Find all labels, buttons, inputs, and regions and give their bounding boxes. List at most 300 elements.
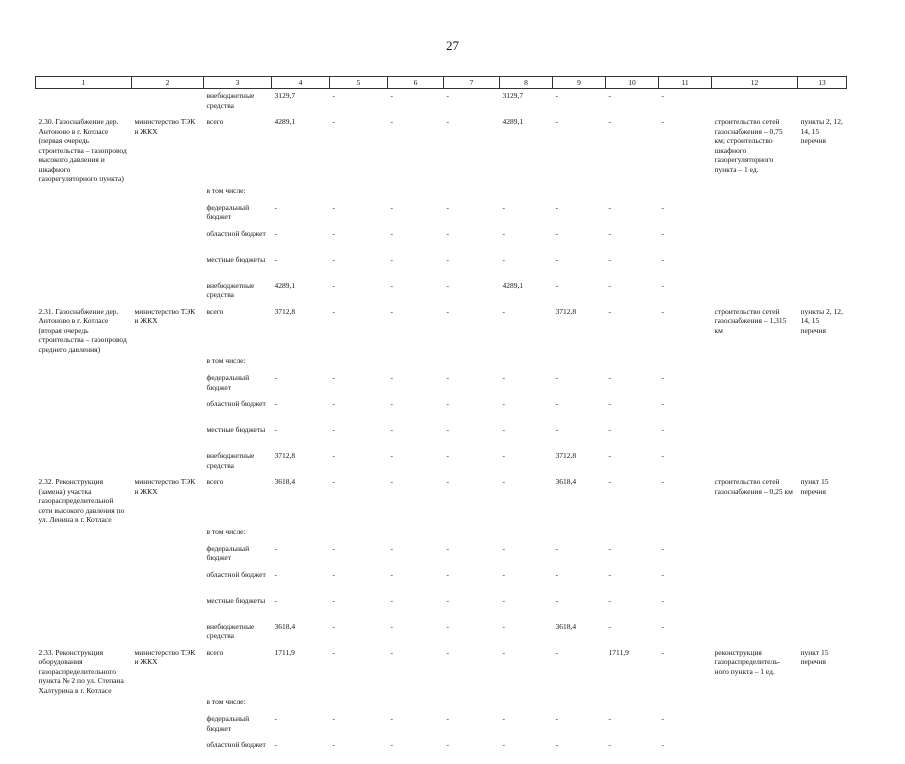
table-cell: - <box>608 425 611 434</box>
table-cell: - <box>390 740 393 749</box>
table-cell: - <box>390 306 393 316</box>
table-cell <box>36 695 132 712</box>
table-cell: областной бюджет <box>206 569 266 579</box>
table-cell: - <box>502 399 505 408</box>
table-cell: 3618,4 <box>274 621 296 631</box>
table-cell: - <box>608 228 611 238</box>
table-cell: - <box>661 91 664 100</box>
table-cell: - <box>502 595 505 605</box>
table-cell: - <box>274 543 277 553</box>
table-cell: - <box>608 543 611 553</box>
table-cell: 1711,9 <box>274 647 295 657</box>
table-cell: - <box>661 621 664 631</box>
table-cell <box>712 542 798 568</box>
table-cell <box>712 279 798 305</box>
table-cell: 1711,9 <box>608 647 629 657</box>
table-cell <box>712 449 798 475</box>
table-cell <box>798 423 847 449</box>
table-cell: - <box>608 477 611 486</box>
table-cell: федеральный бюджет <box>206 543 250 562</box>
table-cell: - <box>446 647 449 657</box>
table-cell <box>712 594 798 620</box>
table-cell <box>553 695 606 712</box>
table-cell <box>132 568 204 594</box>
table-cell <box>500 525 553 542</box>
table-cell: - <box>274 569 277 579</box>
table-cell: - <box>555 543 558 553</box>
table-cell <box>36 449 132 475</box>
table-cell: - <box>661 280 664 290</box>
table-cell: - <box>332 91 335 100</box>
table-cell: 3618,4 <box>555 621 577 631</box>
table-cell: - <box>502 202 505 212</box>
table-cell <box>132 253 204 279</box>
table-cell: строительство сетей газоснабжения – 0,75 км; строительство шкафного газорегуляторного пункта – 1 ед. <box>714 117 783 174</box>
table-cell: - <box>502 647 505 657</box>
column-header: 13 <box>798 77 847 89</box>
table-row <box>36 371 847 397</box>
table-cell: - <box>661 202 664 212</box>
table-cell: - <box>390 621 393 631</box>
table-cell: - <box>608 117 611 126</box>
table-cell <box>712 620 798 646</box>
table-cell: всего <box>206 647 224 657</box>
table-cell: - <box>274 373 277 382</box>
table-cell: 3712,8 <box>555 451 577 460</box>
table-cell: - <box>390 373 393 382</box>
column-header: 10 <box>606 77 659 89</box>
table-cell: - <box>446 569 449 579</box>
table-cell <box>500 695 553 712</box>
table-cell <box>798 184 847 201</box>
table-cell <box>36 738 132 764</box>
table-cell: - <box>332 595 335 605</box>
table-row <box>36 695 847 712</box>
table-cell: - <box>390 91 393 100</box>
table-cell: - <box>274 595 277 605</box>
table-cell: - <box>502 569 505 579</box>
table-cell: строительство сетей газоснабжения – 1,315 км <box>714 306 787 335</box>
table-cell <box>36 620 132 646</box>
table-cell: - <box>661 595 664 605</box>
table-cell: - <box>332 477 335 486</box>
table-cell: - <box>390 477 393 486</box>
table-cell: 4289,1 <box>274 280 296 290</box>
table-cell <box>388 695 444 712</box>
table-row <box>36 354 847 371</box>
table-cell <box>132 542 204 568</box>
table-cell: пункт 15 перечня <box>800 647 829 666</box>
table-cell: в том числе: <box>206 526 246 536</box>
table-cell <box>798 594 847 620</box>
table-cell <box>606 525 659 542</box>
table-cell: - <box>555 91 558 100</box>
table-cell: - <box>502 477 505 486</box>
table-cell <box>132 279 204 305</box>
table-cell <box>798 397 847 423</box>
table-cell: - <box>390 202 393 212</box>
table-row <box>36 620 847 646</box>
table-cell: - <box>332 425 335 434</box>
table-cell <box>36 542 132 568</box>
table-cell <box>132 184 204 201</box>
column-header: 12 <box>712 77 798 89</box>
funding-table <box>35 76 847 764</box>
table-cell: - <box>446 202 449 212</box>
table-cell <box>36 371 132 397</box>
table-cell: - <box>661 425 664 434</box>
table-cell: - <box>608 451 611 460</box>
column-header: 5 <box>330 77 388 89</box>
table-row <box>36 568 847 594</box>
table-cell <box>132 712 204 738</box>
table-cell <box>36 184 132 201</box>
table-cell <box>798 227 847 253</box>
table-cell: - <box>502 373 505 382</box>
table-cell: - <box>608 373 611 382</box>
table-cell: - <box>661 254 664 264</box>
table-cell: - <box>555 740 558 749</box>
table-cell: федеральный бюджет <box>206 373 250 392</box>
table-cell: - <box>446 306 449 316</box>
table-cell <box>444 695 500 712</box>
table-cell: - <box>661 451 664 460</box>
table-cell: министерство ТЭК и ЖКХ <box>134 306 196 325</box>
table-cell: - <box>446 254 449 264</box>
table-cell <box>36 712 132 738</box>
table-cell <box>798 89 847 116</box>
table-cell <box>388 184 444 201</box>
table-cell: 2.33. Реконструкция оборудования газораспределительного пункта № 2 по ул. Степана Халтурина в г. Котласе <box>38 647 124 695</box>
table-cell <box>36 253 132 279</box>
table-cell: всего <box>206 477 224 486</box>
table-cell: - <box>274 740 277 749</box>
table-cell <box>798 253 847 279</box>
table-cell: - <box>608 91 611 100</box>
table-cell: - <box>332 621 335 631</box>
table-cell: 3712,8 <box>274 306 296 316</box>
table-row <box>36 253 847 279</box>
table-cell: - <box>555 647 558 657</box>
table-cell: внебюджетные средства <box>206 621 255 640</box>
table-cell: - <box>390 451 393 460</box>
table-cell: - <box>661 306 664 316</box>
table-cell <box>659 354 712 371</box>
table-cell <box>712 525 798 542</box>
table-cell <box>272 525 330 542</box>
table-cell: в том числе: <box>206 356 246 365</box>
table-cell <box>712 354 798 371</box>
table-cell: - <box>502 254 505 264</box>
table-cell <box>798 712 847 738</box>
table-cell <box>132 738 204 764</box>
table-cell <box>553 354 606 371</box>
column-header: 9 <box>553 77 606 89</box>
table-row <box>36 542 847 568</box>
table-cell: местные бюджеты <box>206 595 266 605</box>
table-cell: - <box>608 280 611 290</box>
table-cell <box>132 525 204 542</box>
table-cell <box>500 354 553 371</box>
table-cell: - <box>446 91 449 100</box>
column-header: 3 <box>204 77 272 89</box>
table-cell: - <box>608 595 611 605</box>
table-cell: - <box>661 714 664 723</box>
table-cell <box>330 695 388 712</box>
table-cell <box>444 525 500 542</box>
table-cell: - <box>502 228 505 238</box>
table-cell: федеральный бюджет <box>206 202 250 221</box>
table-row <box>36 594 847 620</box>
table-cell <box>132 449 204 475</box>
table-cell <box>330 184 388 201</box>
table-row <box>36 646 847 696</box>
table-cell: - <box>274 399 277 408</box>
table-cell: - <box>608 621 611 631</box>
table-cell <box>132 397 204 423</box>
table-cell: - <box>502 714 505 723</box>
table-cell <box>553 184 606 201</box>
table-cell <box>36 594 132 620</box>
table-cell: - <box>332 451 335 460</box>
table-row <box>36 738 847 764</box>
table-cell: 2.30. Газоснабжение дер. Антоново в г. Котласе (первая очередь строительства – газопровод высокого давления и шкафного газорегуляторного пункта) <box>38 117 127 183</box>
table-cell: - <box>332 280 335 290</box>
table-cell: - <box>332 254 335 264</box>
table-cell: - <box>332 714 335 723</box>
table-cell: 3712,8 <box>555 306 577 316</box>
table-cell: пункты 2, 12, 14, 15 перечня <box>800 306 843 335</box>
table-cell: - <box>661 228 664 238</box>
table-cell: - <box>332 543 335 553</box>
table-cell: - <box>502 451 505 460</box>
table-cell <box>712 568 798 594</box>
table-cell <box>606 354 659 371</box>
table-cell: 2.31. Газоснабжение дер. Антоново в г. Котласе (вторая очередь строительства – газопровод среднего давления) <box>38 306 127 354</box>
table-cell: - <box>446 399 449 408</box>
table-row <box>36 475 847 525</box>
table-cell: - <box>390 595 393 605</box>
table-cell: - <box>446 714 449 723</box>
table-cell: - <box>446 280 449 290</box>
table-cell <box>798 449 847 475</box>
table-cell: - <box>661 477 664 486</box>
table-cell: - <box>608 569 611 579</box>
table-cell <box>798 354 847 371</box>
table-cell: - <box>555 254 558 264</box>
table-cell: федеральный бюджет <box>206 714 250 733</box>
table-cell: министерство ТЭК и ЖКХ <box>134 647 196 666</box>
table-cell <box>712 397 798 423</box>
column-header: 11 <box>659 77 712 89</box>
table-cell <box>659 695 712 712</box>
table-cell: - <box>555 117 558 126</box>
table-cell: - <box>390 543 393 553</box>
table-cell: 4289,1 <box>502 117 524 126</box>
table-cell <box>798 542 847 568</box>
table-cell: - <box>446 740 449 749</box>
table-cell: пункт 15 перечня <box>800 477 829 496</box>
table-cell: - <box>446 117 449 126</box>
table-cell <box>712 253 798 279</box>
table-cell: - <box>274 714 277 723</box>
table-cell: - <box>332 569 335 579</box>
table-cell: - <box>390 647 393 657</box>
table-cell: - <box>446 425 449 434</box>
table-cell: - <box>390 254 393 264</box>
table-cell: - <box>661 740 664 749</box>
table-cell: - <box>608 399 611 408</box>
table-cell <box>712 184 798 201</box>
table-cell: местные бюджеты <box>206 425 266 434</box>
table-cell: - <box>555 202 558 212</box>
table-cell <box>36 525 132 542</box>
table-cell: - <box>332 740 335 749</box>
table-row <box>36 201 847 227</box>
table-cell: - <box>446 373 449 382</box>
table-cell: - <box>274 202 277 212</box>
table-cell <box>132 201 204 227</box>
table-cell: - <box>332 399 335 408</box>
table-cell: - <box>608 714 611 723</box>
table-cell: 3618,4 <box>555 477 577 486</box>
table-cell: - <box>502 740 505 749</box>
table-cell: в том числе: <box>206 185 246 195</box>
table-cell: - <box>332 202 335 212</box>
table-row <box>36 305 847 355</box>
column-header: 2 <box>132 77 204 89</box>
table-cell: - <box>555 228 558 238</box>
column-header: 8 <box>500 77 553 89</box>
page-number: 27 <box>446 38 459 53</box>
table-cell <box>272 184 330 201</box>
table-row <box>36 184 847 201</box>
table-cell <box>798 371 847 397</box>
table-cell: 2.32. Реконструкция (замена) участка газораспределительной сети высокого давления по ул. Ленина в г. Котласе <box>38 477 125 524</box>
table-cell: - <box>332 306 335 316</box>
table-cell <box>444 354 500 371</box>
table-cell: - <box>502 425 505 434</box>
table-cell <box>798 525 847 542</box>
table-cell: - <box>661 543 664 553</box>
table-cell: - <box>555 569 558 579</box>
table-cell: - <box>332 117 335 126</box>
table-cell: - <box>555 595 558 605</box>
table-row <box>36 712 847 738</box>
table-cell: - <box>446 451 449 460</box>
table-cell: - <box>661 117 664 126</box>
column-number-header <box>36 77 847 89</box>
table-cell: 3618,4 <box>274 477 296 486</box>
table-cell: - <box>390 280 393 290</box>
table-cell: - <box>502 621 505 631</box>
table-cell <box>712 738 798 764</box>
table-cell: - <box>555 425 558 434</box>
table-cell <box>712 89 798 116</box>
table-cell: - <box>332 228 335 238</box>
table-cell: - <box>390 425 393 434</box>
table-cell: - <box>390 228 393 238</box>
table-cell: - <box>502 306 505 316</box>
table-cell <box>36 354 132 371</box>
table-cell: министерство ТЭК и ЖКХ <box>134 117 196 136</box>
table-cell: всего <box>206 117 224 126</box>
table-cell: - <box>446 228 449 238</box>
table-cell: - <box>555 280 558 290</box>
table-cell: областной бюджет <box>206 399 266 408</box>
table-cell <box>712 371 798 397</box>
table-cell <box>500 184 553 201</box>
table-cell: - <box>274 254 277 264</box>
table-cell: - <box>661 399 664 408</box>
table-cell: - <box>608 306 611 316</box>
table-cell <box>330 354 388 371</box>
table-cell: - <box>390 569 393 579</box>
table-cell <box>388 525 444 542</box>
table-row <box>36 227 847 253</box>
table-cell <box>712 695 798 712</box>
table-cell: реконструкция газораспределитель-ного пункта – 1 ед. <box>714 647 781 676</box>
column-header: 1 <box>36 77 132 89</box>
table-cell: строительство сетей газоснабжения – 0,25 км <box>714 477 793 496</box>
table-row <box>36 525 847 542</box>
table-cell <box>712 712 798 738</box>
table-cell <box>272 354 330 371</box>
table-cell <box>36 227 132 253</box>
table-cell <box>712 201 798 227</box>
table-cell: - <box>555 373 558 382</box>
table-cell: внебюджетные средства <box>206 451 255 470</box>
table-cell: - <box>446 595 449 605</box>
table-cell <box>606 184 659 201</box>
table-cell: - <box>608 254 611 264</box>
table-cell <box>36 279 132 305</box>
table-cell: - <box>274 228 277 238</box>
table-cell <box>712 423 798 449</box>
table-cell: - <box>274 425 277 434</box>
table-cell <box>798 201 847 227</box>
table-cell: 3129,7 <box>274 91 296 100</box>
table-cell: областной бюджет <box>206 228 266 238</box>
column-header: 7 <box>444 77 500 89</box>
table-cell <box>444 184 500 201</box>
table-cell: пункты 2, 12, 14, 15 перечня <box>800 117 843 145</box>
table-cell <box>798 738 847 764</box>
table-cell <box>798 695 847 712</box>
table-cell <box>798 620 847 646</box>
table-cell <box>272 695 330 712</box>
table-cell <box>36 423 132 449</box>
column-header: 6 <box>388 77 444 89</box>
table-row <box>36 89 847 116</box>
column-header: 4 <box>272 77 330 89</box>
table-cell <box>132 695 204 712</box>
table-cell: 4289,1 <box>502 280 524 290</box>
table-cell: - <box>555 399 558 408</box>
table-cell <box>36 201 132 227</box>
table-cell: - <box>446 621 449 631</box>
table-cell <box>132 89 204 116</box>
table-cell: - <box>332 647 335 657</box>
table-cell <box>132 371 204 397</box>
table-cell: 4289,1 <box>274 117 296 126</box>
table-cell <box>132 423 204 449</box>
table-cell <box>659 525 712 542</box>
table-cell: - <box>608 740 611 749</box>
table-cell: министерство ТЭК и ЖКХ <box>134 477 196 496</box>
table-cell <box>36 568 132 594</box>
table-row <box>36 449 847 475</box>
